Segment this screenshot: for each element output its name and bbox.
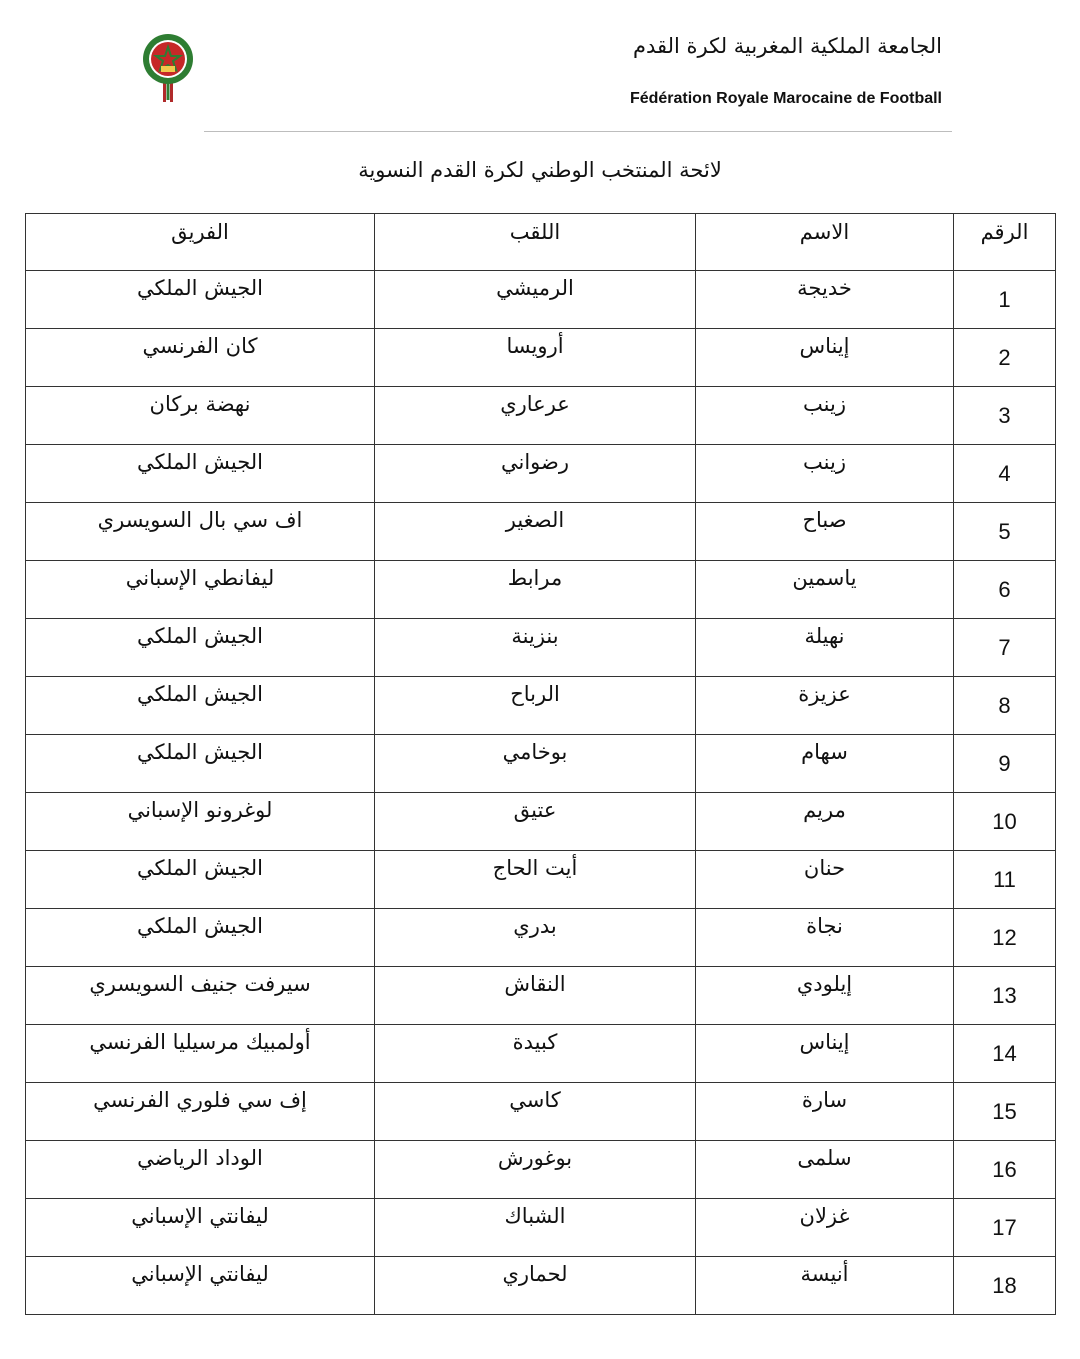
player-number: 1 (954, 271, 1056, 329)
player-surname: بوخامي (375, 735, 696, 793)
table-row (26, 735, 1056, 793)
player-team: ليفانطي الإسباني (26, 561, 375, 619)
table-row (26, 1025, 1056, 1083)
player-number: 16 (954, 1141, 1056, 1199)
table-row (26, 561, 1056, 619)
column-header-surname: اللقب (375, 214, 696, 271)
player-name: خديجة (696, 271, 954, 329)
table-row (26, 503, 1056, 561)
player-number: 4 (954, 445, 1056, 503)
player-surname: لحماري (375, 1257, 696, 1315)
player-number: 6 (954, 561, 1056, 619)
column-header-name: الاسم (696, 214, 954, 271)
player-name: إيلودي (696, 967, 954, 1025)
column-header-number: الرقم (954, 214, 1056, 271)
player-team: الجيش الملكي (26, 271, 375, 329)
table-row (26, 619, 1056, 677)
player-surname: الرباح (375, 677, 696, 735)
player-name: غزلان (696, 1199, 954, 1257)
player-surname: الشباك (375, 1199, 696, 1257)
player-team: الجيش الملكي (26, 851, 375, 909)
frmf-crest-icon (139, 32, 197, 104)
player-name: زينب (696, 445, 954, 503)
player-team: أولمبيك مرسيليا الفرنسي (26, 1025, 375, 1083)
player-surname: كاسي (375, 1083, 696, 1141)
player-number: 14 (954, 1025, 1056, 1083)
player-number: 2 (954, 329, 1056, 387)
player-number: 10 (954, 793, 1056, 851)
player-number: 3 (954, 387, 1056, 445)
player-team: إف سي فلوري الفرنسي (26, 1083, 375, 1141)
player-name: نجاة (696, 909, 954, 967)
player-number: 7 (954, 619, 1056, 677)
table-row (26, 445, 1056, 503)
table-row (26, 1083, 1056, 1141)
player-surname: الرميشي (375, 271, 696, 329)
table-row (26, 677, 1056, 735)
players-table (25, 213, 1056, 1315)
players-table-body (26, 271, 1056, 1315)
player-number: 17 (954, 1199, 1056, 1257)
table-row (26, 909, 1056, 967)
player-team: كان الفرنسي (26, 329, 375, 387)
player-team: الجيش الملكي (26, 619, 375, 677)
player-name: زينب (696, 387, 954, 445)
player-number: 13 (954, 967, 1056, 1025)
player-name: نهيلة (696, 619, 954, 677)
federation-name-arabic: الجامعة الملكية المغربية لكرة القدم (632, 34, 942, 58)
player-team: سيرفت جنيف السويسري (26, 967, 375, 1025)
player-number: 11 (954, 851, 1056, 909)
player-surname: النقاش (375, 967, 696, 1025)
header-divider (204, 131, 952, 132)
player-team: الجيش الملكي (26, 909, 375, 967)
player-team: ليفانتي الإسباني (26, 1257, 375, 1315)
table-row (26, 1199, 1056, 1257)
player-name: سهام (696, 735, 954, 793)
player-surname: عتيق (375, 793, 696, 851)
player-number: 18 (954, 1257, 1056, 1315)
player-number: 15 (954, 1083, 1056, 1141)
player-name: حنان (696, 851, 954, 909)
player-team: الجيش الملكي (26, 735, 375, 793)
player-team: الجيش الملكي (26, 445, 375, 503)
table-row (26, 329, 1056, 387)
player-name: سلمى (696, 1141, 954, 1199)
table-row (26, 967, 1056, 1025)
player-surname: مرابط (375, 561, 696, 619)
player-name: مريم (696, 793, 954, 851)
table-header-row (26, 214, 1056, 271)
player-team: اف سي بال السويسري (26, 503, 375, 561)
player-team: ليفانتي الإسباني (26, 1199, 375, 1257)
document-title: لائحة المنتخب الوطني لكرة القدم النسوية (358, 158, 722, 182)
player-surname: أيت الحاج (375, 851, 696, 909)
player-team: الوداد الرياضي (26, 1141, 375, 1199)
player-surname: بوغورش (375, 1141, 696, 1199)
player-number: 9 (954, 735, 1056, 793)
player-name: صباح (696, 503, 954, 561)
player-surname: أرويسا (375, 329, 696, 387)
table-row (26, 793, 1056, 851)
table-row (26, 1257, 1056, 1315)
table-row (26, 1141, 1056, 1199)
player-surname: الصغير (375, 503, 696, 561)
table-row (26, 271, 1056, 329)
table-row (26, 851, 1056, 909)
federation-name-french: Fédération Royale Marocaine de Football (629, 90, 942, 107)
table-row (26, 387, 1056, 445)
player-name: عزيزة (696, 677, 954, 735)
player-surname: بدري (375, 909, 696, 967)
player-number: 8 (954, 677, 1056, 735)
player-name: إيناس (696, 1025, 954, 1083)
player-surname: كبيدة (375, 1025, 696, 1083)
player-surname: عرعاري (375, 387, 696, 445)
player-name: سارة (696, 1083, 954, 1141)
player-name: إيناس (696, 329, 954, 387)
player-number: 12 (954, 909, 1056, 967)
player-team: لوغرونو الإسباني (26, 793, 375, 851)
player-name: ياسمين (696, 561, 954, 619)
player-team: الجيش الملكي (26, 677, 375, 735)
player-name: أنيسة (696, 1257, 954, 1315)
player-number: 5 (954, 503, 1056, 561)
player-surname: بنزينة (375, 619, 696, 677)
column-header-team: الفريق (26, 214, 375, 271)
player-team: نهضة بركان (26, 387, 375, 445)
player-surname: رضواني (375, 445, 696, 503)
